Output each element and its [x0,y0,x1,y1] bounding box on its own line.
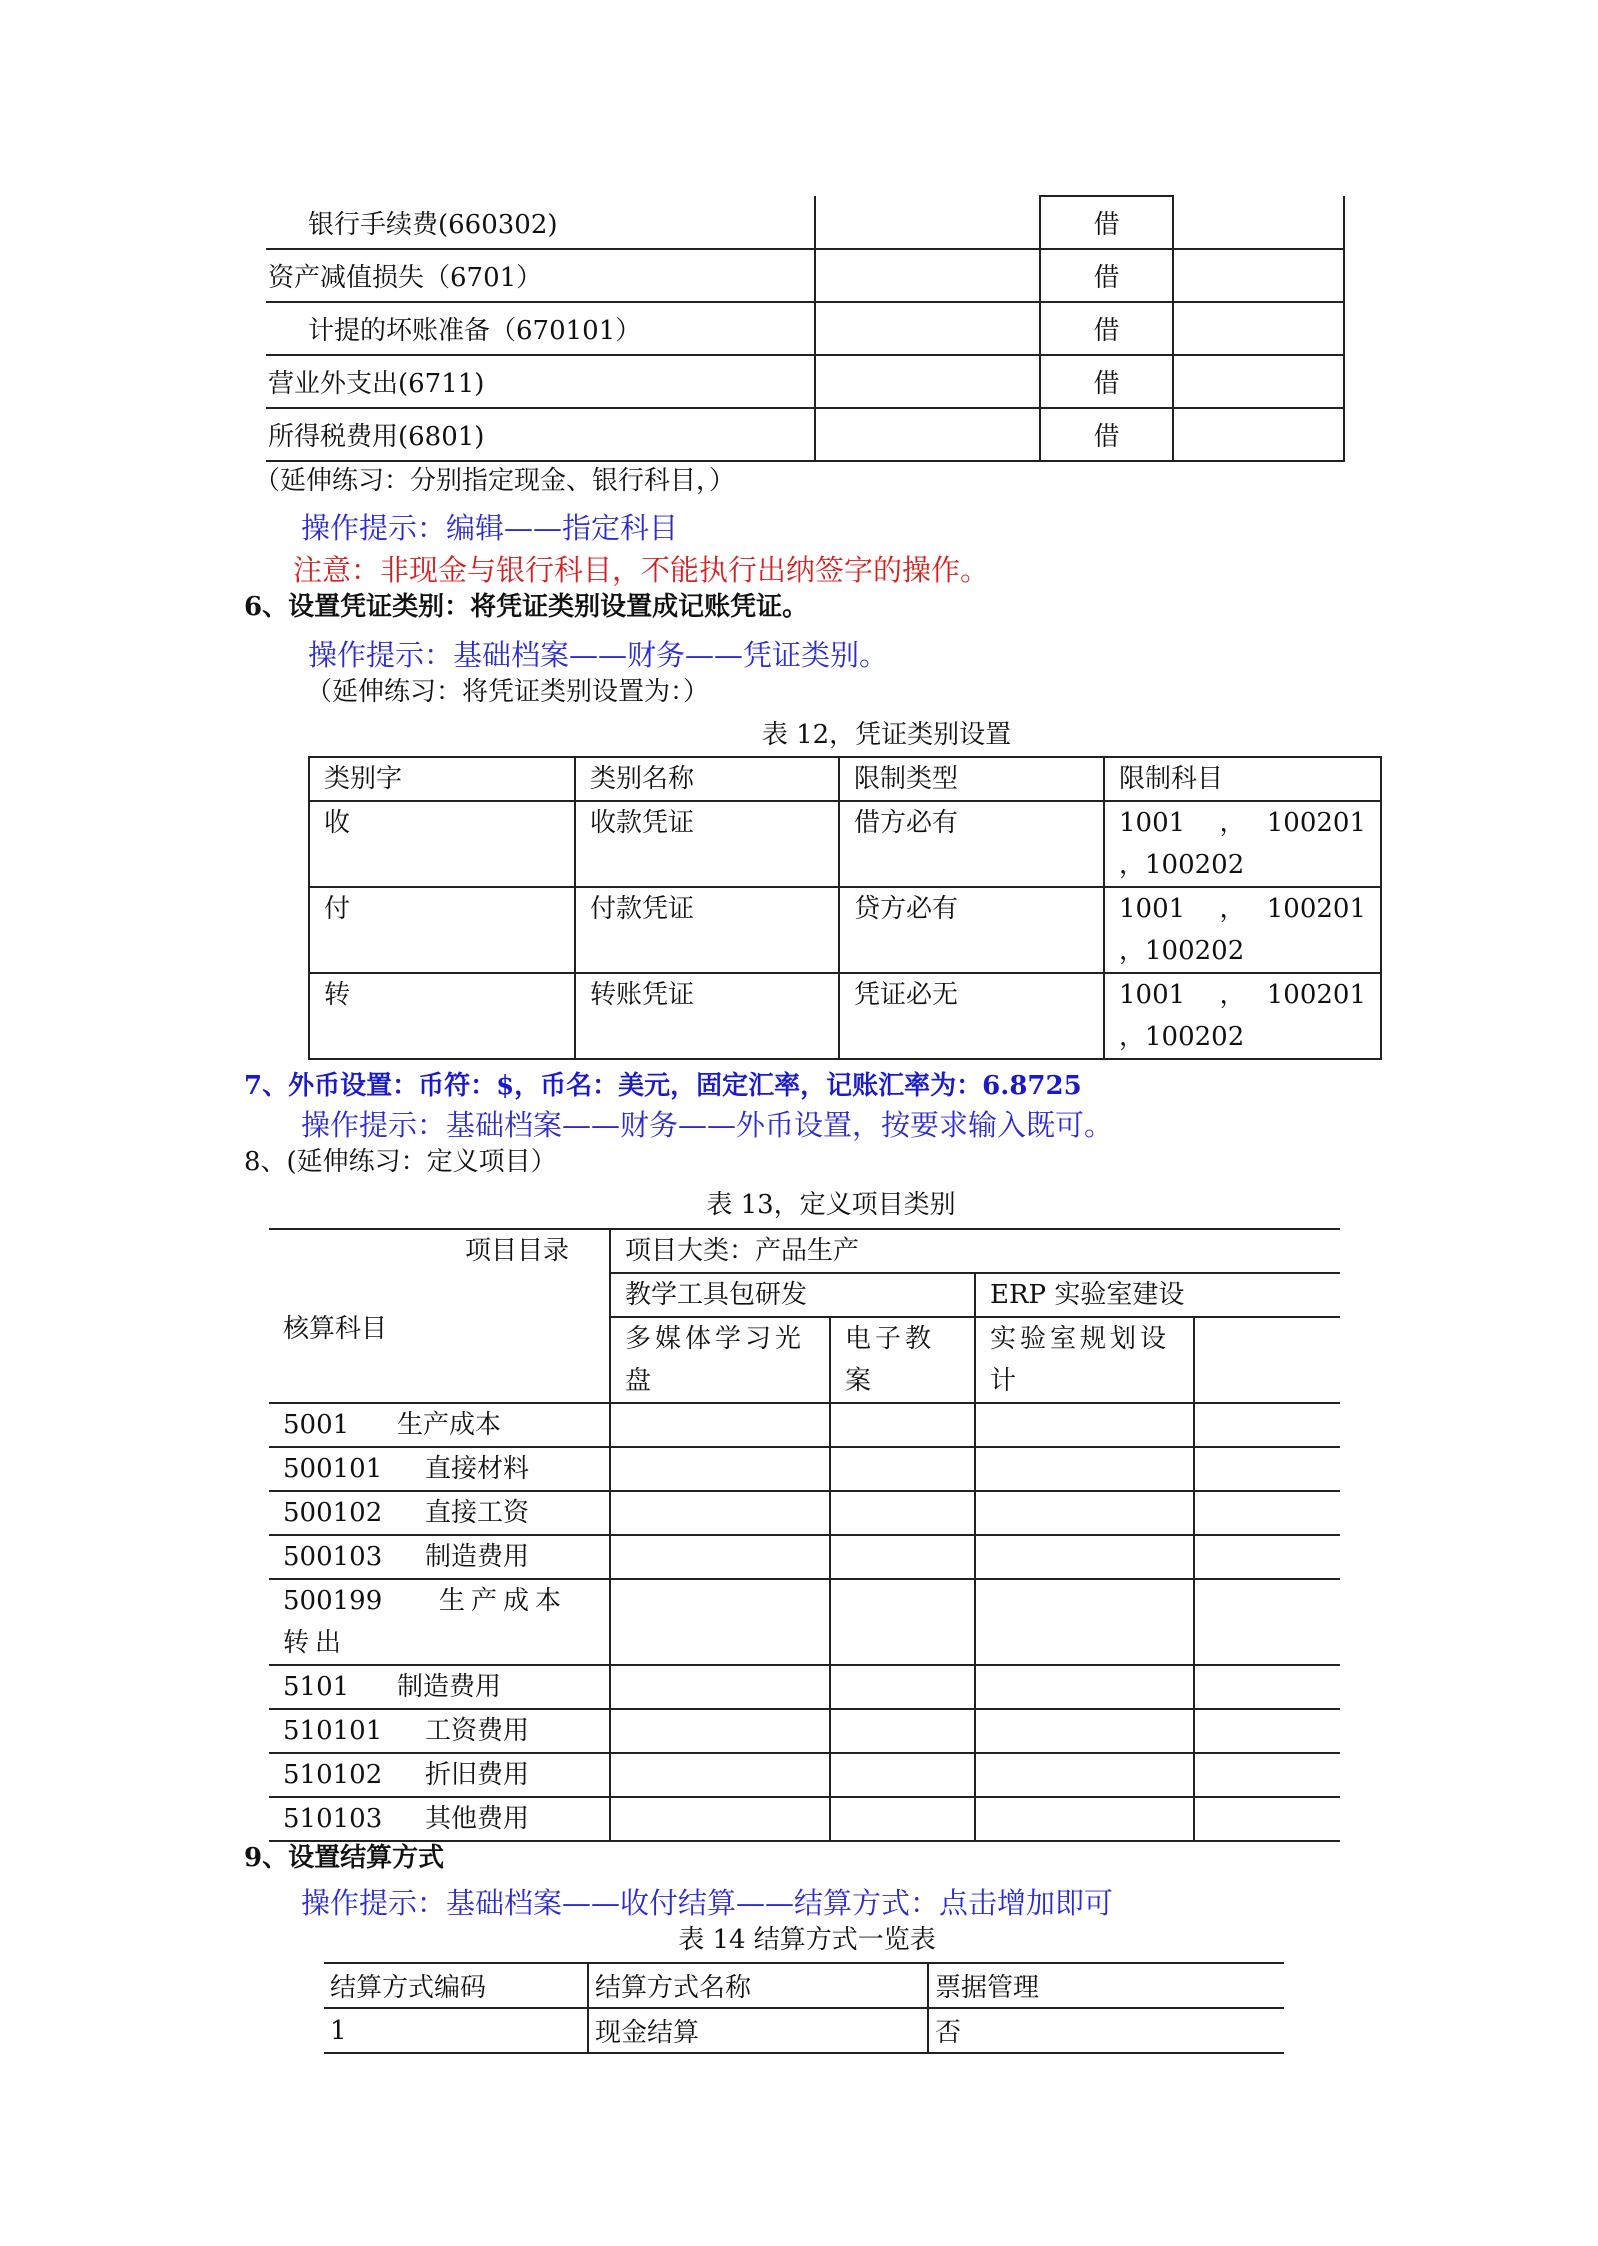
accounting-subject-cell [269,1403,610,1447]
empty-cell [830,1491,975,1535]
table-row [309,973,1381,1059]
balance-direction-cell: 借 [1040,196,1173,249]
subject-name: 直接材料 [425,1454,530,1484]
balance-direction-cell: 借 [1040,302,1173,355]
project-item-cell: 多媒体学习光盘 [610,1317,830,1403]
table-header-row [324,1963,1284,2008]
subject-code: 510102 [283,1760,383,1790]
accounts-table [266,195,1345,462]
accounting-subject-cell [269,1797,610,1841]
empty-cell [1194,1753,1340,1797]
table-row [324,2008,1284,2053]
account-name-cell: 所得税费用(6801) [266,408,815,461]
empty-cell [610,1491,830,1535]
table-row [266,302,1344,355]
section-heading-7: 7、外币设置：币符：$，币名：美元，固定汇率，记账汇率为：6.8725 [244,1071,1082,1101]
empty-cell [830,1753,975,1797]
subject-name: 折旧费用 [425,1760,530,1790]
empty-cell [1173,196,1344,249]
balance-direction-cell: 借 [1040,249,1173,302]
empty-cell [1194,1447,1340,1491]
project-group-cell: 教学工具包研发 [610,1273,975,1317]
empty-cell [1173,408,1344,461]
table-cell: 转账凭证 [575,973,839,1059]
empty-cell [975,1709,1194,1753]
section-heading-6: 6、设置凭证类别：将凭证类别设置成记账凭证。 [244,592,809,622]
empty-cell [830,1709,975,1753]
table-row [269,1447,1340,1491]
empty-cell [1194,1535,1340,1579]
accounting-subject-cell [269,1753,610,1797]
table-cell: 1001 ， 100201 ，100202 [1104,887,1381,973]
empty-cell [975,1797,1194,1841]
project-category-table [269,1228,1340,1842]
empty-cell [975,1491,1194,1535]
account-name-cell: 营业外支出(6711) [266,355,815,408]
column-header: 类别名称 [575,757,839,801]
empty-cell [610,1447,830,1491]
table-row [309,887,1381,973]
table-cell: 1 [324,2008,588,2053]
operation-hint: 操作提示：基础档案——收付结算——结算方式：点击增加即可 [301,1886,1114,1920]
corner-label-project-catalog: 项目目录 [464,1236,569,1266]
empty-cell [975,1579,1194,1665]
subject-name: 生产成本转出 [283,1586,568,1658]
accounting-subject-cell [269,1579,610,1665]
accounting-subject-cell [269,1709,610,1753]
table-row [269,1753,1340,1797]
section-heading-9: 9、设置结算方式 [244,1843,445,1873]
subject-name: 其他费用 [425,1804,530,1834]
column-header: 结算方式名称 [588,1963,928,2008]
empty-cell [830,1535,975,1579]
operation-hint: 操作提示：编辑——指定科目 [301,511,679,545]
header-corner-cell [269,1229,610,1403]
empty-cell [815,302,1040,355]
settlement-method-table [324,1962,1284,2054]
empty-cell [975,1403,1194,1447]
section-heading-8: 8、(延伸练习：定义项目） [244,1147,557,1177]
table-cell: 付款凭证 [575,887,839,973]
empty-cell [830,1579,975,1665]
empty-cell [1173,249,1344,302]
table-caption: 表 14 结算方式一览表 [678,1925,936,1955]
table-caption: 表 13，定义项目类别 [706,1190,956,1220]
project-group-cell: ERP 实验室建设 [975,1273,1340,1317]
column-header: 票据管理 [928,1963,1284,2008]
account-name-cell: 银行手续费(660302) [266,196,815,249]
table-cell: 转 [309,973,575,1059]
table-row [269,1403,1340,1447]
subject-code: 500103 [283,1542,383,1572]
voucher-type-table [308,756,1393,1060]
empty-cell [830,1797,975,1841]
empty-cell [610,1797,830,1841]
empty-cell [815,196,1040,249]
project-item-cell [1194,1317,1340,1403]
table-cell: 现金结算 [588,2008,928,2053]
empty-cell [830,1665,975,1709]
table-cell: 1001 ， 100201 ，100202 [1104,973,1381,1059]
empty-cell [815,249,1040,302]
project-item-cell: 实验室规划设计 [975,1317,1194,1403]
column-header: 结算方式编码 [324,1963,588,2008]
table-row [266,249,1344,302]
empty-cell [610,1753,830,1797]
empty-cell [1173,302,1344,355]
table-cell: 收款凭证 [575,801,839,887]
empty-cell [815,408,1040,461]
subject-name: 工资费用 [425,1716,530,1746]
subject-code: 500101 [283,1454,383,1484]
subject-name: 生产成本 [397,1410,502,1440]
corner-label-accounting-subject: 核算科目 [283,1314,388,1344]
subject-name: 直接工资 [425,1498,530,1528]
empty-cell [1194,1403,1340,1447]
table-row [269,1797,1340,1841]
empty-cell [830,1447,975,1491]
account-name-cell: 资产减值损失（6701） [266,249,815,302]
operation-hint: 操作提示：基础档案——财务——凭证类别。 [308,638,889,672]
empty-cell [1194,1709,1340,1753]
empty-cell [975,1665,1194,1709]
table-row [269,1709,1340,1753]
subject-code: 500199 [283,1586,383,1616]
accounting-subject-cell [269,1665,610,1709]
accounting-subject-cell [269,1491,610,1535]
table-row [269,1535,1340,1579]
table-row [266,355,1344,408]
empty-cell [1194,1579,1340,1665]
table-row [269,1665,1340,1709]
column-header: 类别字 [309,757,575,801]
ext-exercise-note: （延伸练习：将凭证类别设置为：） [306,677,710,707]
table-cell: 贷方必有 [839,887,1104,973]
empty-cell [975,1535,1194,1579]
account-name-cell: 计提的坏账准备（670101） [266,302,815,355]
subject-code: 500102 [283,1498,383,1528]
warning-note: 注意：非现金与银行科目，不能执行出纳签字的操作。 [293,553,990,587]
empty-cell [610,1403,830,1447]
subject-code: 5101 [283,1672,350,1702]
empty-cell [1194,1491,1340,1535]
empty-cell [975,1447,1194,1491]
table-cell: 凭证必无 [839,973,1104,1059]
balance-direction-cell: 借 [1040,408,1173,461]
table-cell: 1001 ， 100201 ，100202 [1104,801,1381,887]
table-row [269,1491,1340,1535]
empty-cell [1194,1797,1340,1841]
ext-exercise-note: （延伸练习：分别指定现金、银行科目，） [254,466,736,496]
table-caption: 表 12，凭证类别设置 [761,720,1012,750]
project-item-cell: 电子教案 [830,1317,975,1403]
empty-cell [610,1579,830,1665]
accounting-subject-cell [269,1447,610,1491]
table-header-row [309,757,1381,801]
column-header: 限制科目 [1104,757,1381,801]
empty-cell [1194,1665,1340,1709]
empty-cell [610,1535,830,1579]
column-header: 限制类型 [839,757,1104,801]
table-row [266,408,1344,461]
table-row [269,1579,1340,1665]
operation-hint: 操作提示：基础档案——财务——外币设置，按要求输入既可。 [301,1108,1114,1142]
subject-code: 510103 [283,1804,383,1834]
empty-cell [830,1403,975,1447]
balance-direction-cell: 借 [1040,355,1173,408]
table-row [309,801,1381,887]
table-cell: 借方必有 [839,801,1104,887]
empty-cell [610,1709,830,1753]
subject-code: 510101 [283,1716,383,1746]
empty-cell [1173,355,1344,408]
table-row [266,196,1344,249]
empty-cell [815,355,1040,408]
table-header-row [269,1229,1340,1273]
empty-cell [975,1753,1194,1797]
subject-name: 制造费用 [425,1542,530,1572]
accounting-subject-cell [269,1535,610,1579]
subject-code: 5001 [283,1410,350,1440]
table-cell: 付 [309,887,575,973]
table-cell: 否 [928,2008,1284,2053]
project-category-cell: 项目大类：产品生产 [610,1229,1340,1273]
subject-name: 制造费用 [397,1672,502,1702]
empty-cell [610,1665,830,1709]
table-cell: 收 [309,801,575,887]
